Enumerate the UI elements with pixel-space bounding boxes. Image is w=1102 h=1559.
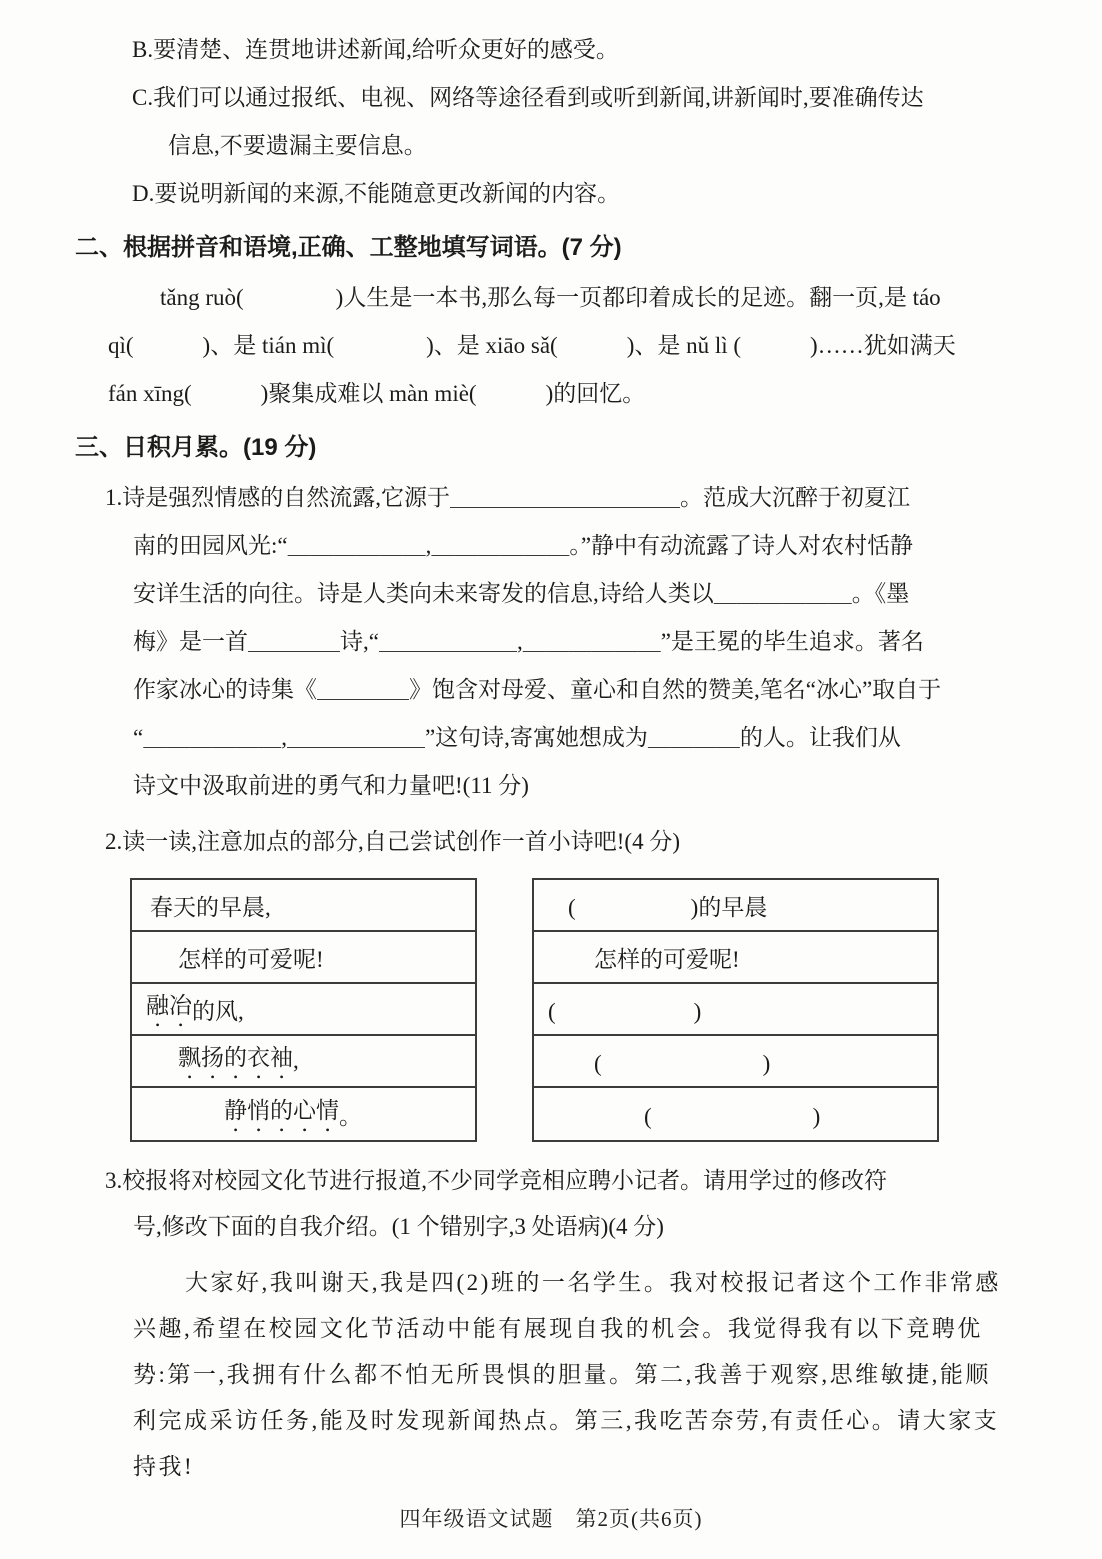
poem-text: 的风,	[192, 998, 244, 1024]
q3-passage-line-1: 大家好,我叫谢天,我是四(2)班的一名学生。我对校报记者这个工作非常感	[185, 1270, 1001, 1295]
q1-line-1: 1.诗是强烈情感的自然流露,它源于＿＿＿＿＿＿＿＿＿＿。范成大沉醉于初夏江	[105, 485, 910, 510]
pinyin-fill-line-3: fán xīng( )聚集成难以 màn miè( )的回忆。	[108, 381, 646, 406]
poem-answer-line[interactable]	[534, 880, 937, 932]
option-d: D.要说明新闻的来源,不能随意更改新闻的内容。	[132, 181, 621, 206]
page-footer: 四年级语文试题 第2页(共6页)	[399, 1507, 703, 1531]
poem-text: ,	[293, 1048, 299, 1073]
q3-passage-line-4: 利完成采访任务,能及时发现新闻热点。第三,我吃苦奈劳,有责任心。请大家支	[133, 1408, 1000, 1433]
q3-line-2: 号,修改下面的自我介绍。(1 个错别字,3 处语病)(4 分)	[133, 1214, 664, 1239]
emphasized-text: 静悄的心情	[224, 1097, 339, 1123]
pinyin-fill-line-1: tǎng ruò( )人生是一本书,那么每一页都印着成长的足迹。翻一页,是 táo	[160, 285, 941, 310]
poem-line	[132, 1036, 475, 1088]
poem-text: 。	[339, 1103, 362, 1129]
q3-passage-line-2: 兴趣,希望在校园文化节活动中能有展现自我的机会。我觉得我有以下竞聘优	[133, 1316, 983, 1341]
poem-tables	[130, 878, 1042, 1142]
q3-passage-line-3: 势:第一,我拥有什么都不怕无所畏惧的胆量。第二,我善于观察,思维敏捷,能顺	[133, 1362, 991, 1387]
q1-line-7: 诗文中汲取前进的勇气和力量吧!(11 分)	[133, 773, 529, 798]
emphasized-text: 飘扬的衣袖	[178, 1044, 293, 1070]
q1-line-6: “＿＿＿＿＿＿,＿＿＿＿＿＿”这句诗,寄寓她想成为＿＿＿＿的人。让我们从	[133, 725, 901, 750]
option-c-line1: C.我们可以通过报纸、电视、网络等途径看到或听到新闻,讲新闻时,要准确传达	[132, 85, 924, 110]
q2-prompt: 2.读一读,注意加点的部分,自己尝试创作一首小诗吧!(4 分)	[105, 829, 680, 854]
poem-answer-line[interactable]	[534, 1088, 937, 1140]
answer-blank: ( )	[644, 1103, 821, 1129]
poem-text: 怎样的可爱呢!	[178, 946, 324, 972]
poem-answer-table	[532, 878, 939, 1142]
poem-text: 春天的早晨,	[150, 894, 271, 920]
pinyin-fill-line-2: qì( )、是 tián mì( )、是 xiāo sǎ( )、是 nǔ lì ( )……犹如满天	[108, 333, 956, 358]
q1-line-2: 南的田园风光:“＿＿＿＿＿＿,＿＿＿＿＿＿。”静中有动流露了诗人对农村恬静	[133, 533, 914, 558]
poem-line	[132, 880, 475, 932]
section-2-heading: 二、根据拼音和语境,正确、工整地填写词语。(7 分)	[75, 234, 622, 261]
q1-line-4: 梅》是一首＿＿＿＿诗,“＿＿＿＿＿＿,＿＿＿＿＿＿”是王冕的毕生追求。著名	[133, 629, 924, 654]
poem-line	[132, 932, 475, 984]
poem-text: 怎样的可爱呢!	[594, 946, 740, 972]
answer-blank: ( )	[594, 1050, 771, 1076]
q1-line-5: 作家冰心的诗集《＿＿＿＿》饱含对母爱、童心和自然的赞美,笔名“冰心”取自于	[133, 677, 942, 702]
poem-line	[132, 984, 475, 1036]
poem-line	[132, 1088, 475, 1140]
answer-blank: ( )的早晨	[568, 894, 768, 920]
emphasized-text: 融冶	[146, 992, 192, 1018]
section-3-heading: 三、日积月累。(19 分)	[75, 434, 317, 461]
poem-answer-line[interactable]	[534, 1036, 937, 1088]
option-b: B.要清楚、连贯地讲述新闻,给听众更好的感受。	[132, 37, 619, 62]
poem-answer-line[interactable]	[534, 984, 937, 1036]
option-c-line2: 信息,不要遗漏主要信息。	[168, 133, 427, 158]
q3-passage-line-5: 持我!	[133, 1454, 195, 1479]
q1-line-3: 安详生活的向往。诗是人类向未来寄发的信息,诗给人类以＿＿＿＿＿＿。《墨	[133, 581, 910, 606]
poem-answer-line	[534, 932, 937, 984]
q3-line-1: 3.校报将对校园文化节进行报道,不少同学竞相应聘小记者。请用学过的修改符	[105, 1168, 887, 1193]
poem-sample-table	[130, 878, 477, 1142]
answer-blank: ( )	[548, 998, 702, 1024]
